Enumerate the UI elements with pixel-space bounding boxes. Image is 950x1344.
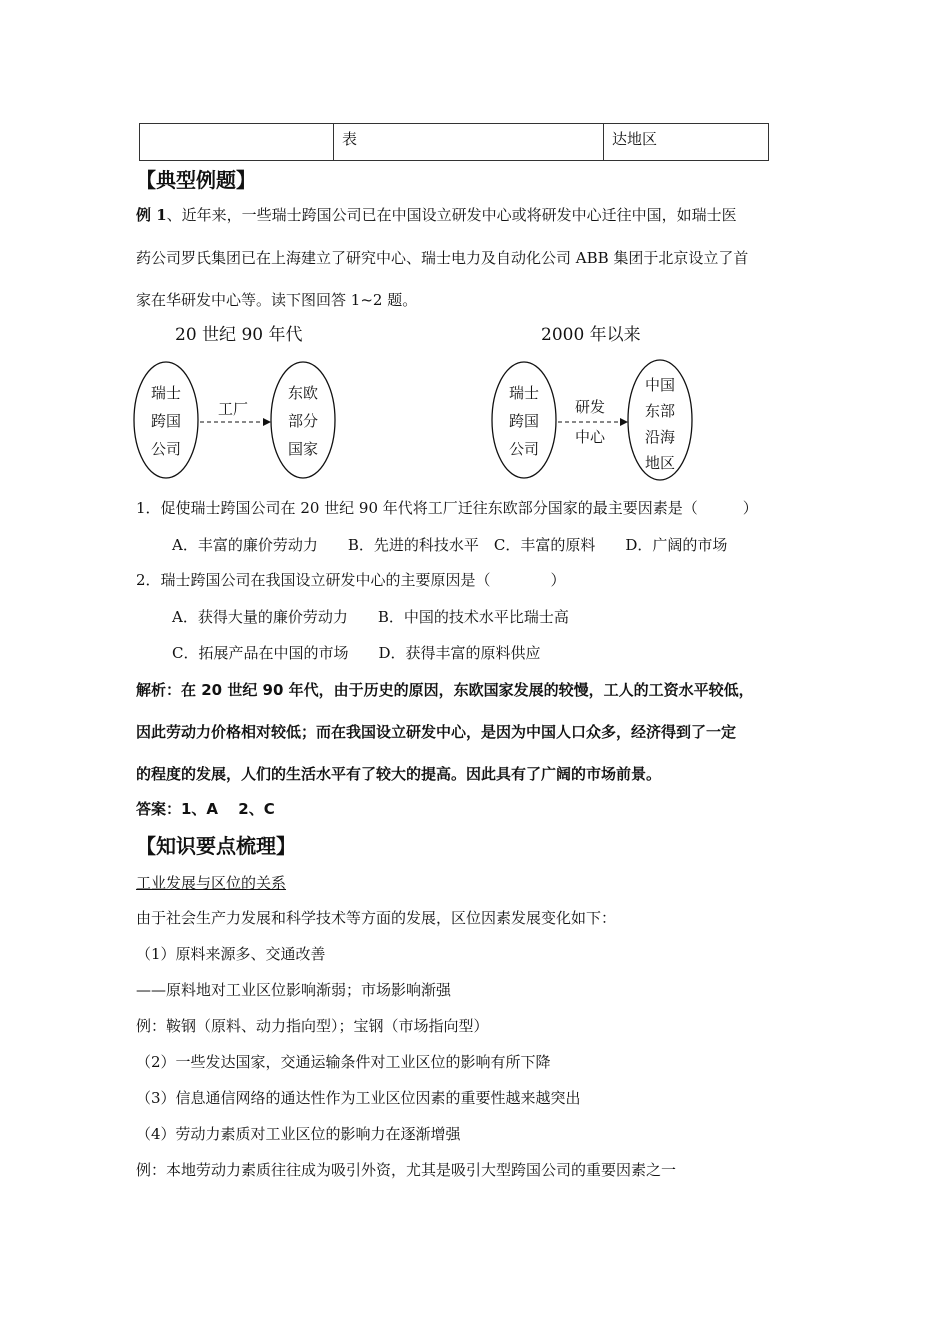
diagram-right-caption: 2000 年以来	[541, 325, 641, 345]
right-source-line-2: 跨国	[509, 412, 540, 430]
analysis-line-2: 因此劳动力价格相对较低；而在我国设立研发中心，是因为中国人口众多，经济得到了一定	[136, 723, 737, 741]
section-title-examples: 【典型例题】	[136, 168, 256, 192]
knowledge-line-8: 例：本地劳动力素质往往成为吸引外资，尤其是吸引大型跨国公司的重要因素之一	[136, 1161, 677, 1179]
knowledge-line-4: 例：鞍钢（原料、动力指向型）；宝钢（市场指向型）	[136, 1017, 489, 1035]
right-source-line-1: 瑞士	[509, 384, 540, 402]
left-source-line-3: 公司	[151, 440, 182, 458]
question-1-options: A．丰富的廉价劳动力 B．先进的科技水平 C．丰富的原料 D．广阔的市场	[172, 536, 728, 554]
knowledge-line-1: 由于社会生产力发展和科学技术等方面的发展，区位因素发展变化如下：	[136, 909, 617, 927]
right-source-line-3: 公司	[509, 440, 540, 458]
answer-line: 答案：1、A 2、C	[136, 800, 275, 818]
relocation-diagram	[120, 350, 720, 490]
knowledge-subtitle: 工业发展与区位的关系	[136, 874, 287, 892]
knowledge-line-7: （4）劳动力素质对工业区位的影响力在逐渐增强	[136, 1125, 461, 1143]
diagram-left-caption: 20 世纪 90 年代	[175, 325, 303, 345]
knowledge-line-2: （1）原料来源多、交通改善	[136, 945, 326, 963]
example-line-3: 家在华研发中心等。读下图回答 1~2 题。	[136, 291, 418, 309]
table-fragment	[139, 123, 769, 161]
knowledge-line-3: ——原料地对工业区位影响渐弱；市场影响渐强	[136, 981, 452, 999]
analysis-line-3: 的程度的发展，人们的生活水平有了较大的提高。因此具有了广阔的市场前景。	[136, 765, 662, 783]
left-arrow-label: 工厂	[218, 400, 249, 418]
example-line-2: 药公司罗氏集团已在上海建立了研究中心、瑞士电力及自动化公司 ABB 集团于北京设立了首	[136, 249, 749, 267]
question-2-stem: 2．瑞士跨国公司在我国设立研发中心的主要原因是（ ）	[136, 571, 566, 589]
left-target-line-1: 东欧	[288, 384, 319, 402]
right-target-line-1: 中国	[645, 376, 676, 394]
example-label: 例 1	[136, 206, 167, 224]
example-line-1	[136, 205, 737, 225]
question-1-stem: 1．促使瑞士跨国公司在 20 世纪 90 年代将工厂迁往东欧部分国家的最主要因素是（ ）	[136, 499, 758, 517]
left-target-line-3: 国家	[288, 440, 319, 458]
knowledge-line-6: （3）信息通信网络的通达性作为工业区位因素的重要性越来越突出	[136, 1089, 581, 1107]
right-arrow-label-2: 中心	[575, 428, 606, 446]
right-arrow-label-1: 研发	[575, 398, 606, 416]
right-target-line-2: 东部	[645, 402, 676, 420]
left-target-line-2: 部分	[288, 412, 319, 430]
example-text: 、近年来，一些瑞士跨国公司已在中国设立研发中心或将研发中心迁往中国，如瑞士医	[166, 206, 737, 224]
knowledge-line-5: （2）一些发达国家，交通运输条件对工业区位的影响有所下降	[136, 1053, 551, 1071]
left-source-line-2: 跨国	[151, 412, 182, 430]
right-target-line-3: 沿海	[645, 428, 676, 446]
right-target-line-4: 地区	[645, 454, 676, 472]
analysis-line-1: 解析：在 20 世纪 90 年代，由于历史的原因，东欧国家发展的较慢，工人的工资水平较低，	[136, 681, 754, 699]
question-2-options-line-1: A．获得大量的廉价劳动力 B．中国的技术水平比瑞士高	[172, 608, 569, 626]
table-cell	[140, 124, 334, 160]
table-cell: 表	[334, 124, 604, 160]
section-title-knowledge: 【知识要点梳理】	[136, 834, 296, 858]
table-cell: 达地区	[612, 130, 658, 148]
left-source-line-1: 瑞士	[151, 384, 182, 402]
question-2-options-line-2: C．拓展产品在中国的市场 D．获得丰富的原料供应	[172, 644, 541, 662]
